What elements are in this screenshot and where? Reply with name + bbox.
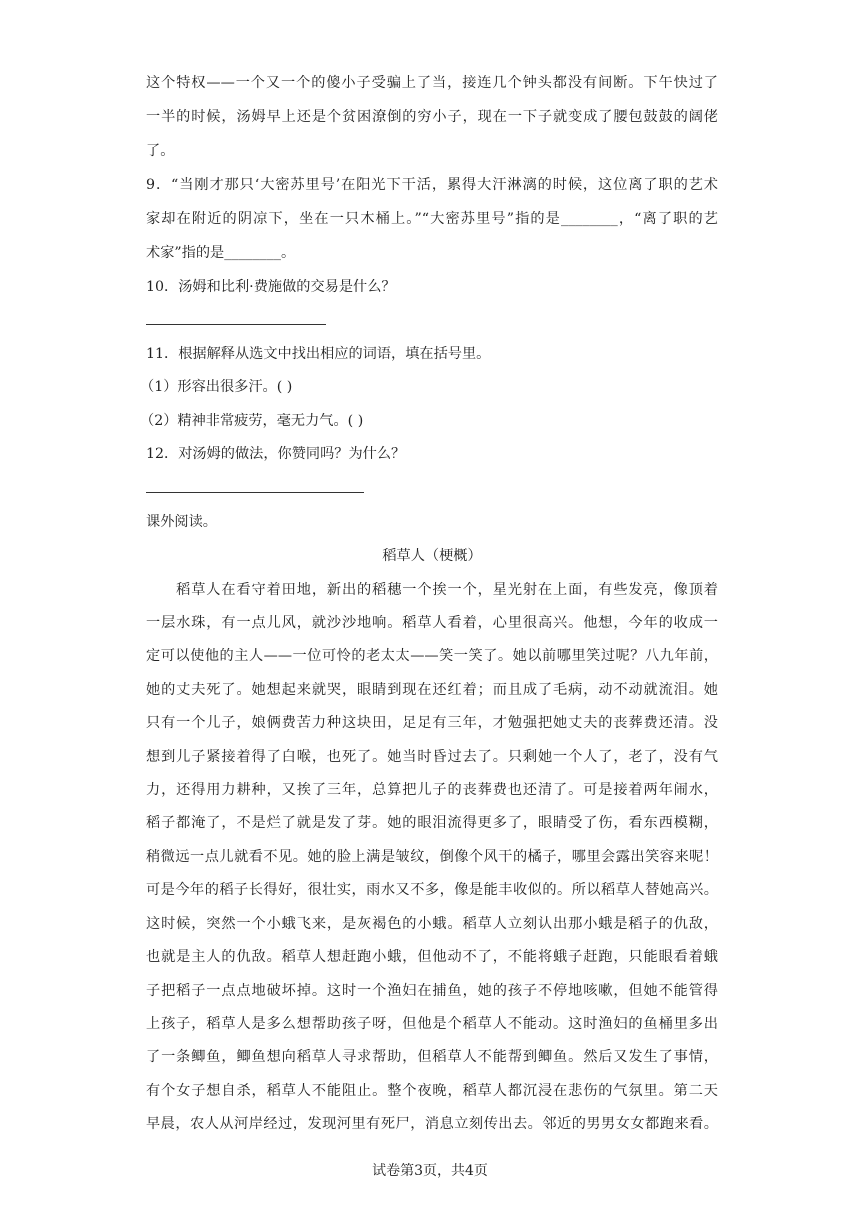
- article-line: 这时候，突然一个小蛾飞来，是灰褐色的小蛾。稻草人立刻认出那小蛾是稻子的仇敌，: [146, 916, 718, 932]
- question-12: 12．对汤姆的做法，你赞同吗？为什么？: [146, 446, 406, 462]
- article-line: 力，还得用力耕种，又挨了三年，总算把儿子的丧葬费也还清了。可是接着两年闹水，: [146, 782, 718, 798]
- article-line: 稍微远一点儿就看不见。她的脸上满是皱纹，倒像个风干的橘子，哪里会露出笑容来呢！: [146, 849, 718, 865]
- article-line: 上孩子，稻草人是多么想帮助孩子呀，但他是个稻草人不能动。这时渔妇的鱼桶里多出: [146, 1016, 718, 1032]
- question-11-item-2: （2）精神非常疲劳，毫无力气。( ): [140, 413, 364, 429]
- question-9: 9．“当刚才那只‘大密苏里号’在阳光下干活，累得大汗淋漓的时候，这位离了职的艺术: [146, 177, 718, 193]
- article-line: 稻草人在看守着田地，新出的稻穗一个挨一个，星光射在上面，有些发亮，像顶着: [146, 582, 718, 598]
- article-line: 子把稻子一点点地破坏掉。这时一个渔妇在捕鱼，她的孩子不停地咳嗽，但她不能管得: [146, 983, 718, 999]
- article-line: 定可以使他的主人——一位可怜的老太太——笑一笑了。她以前哪里笑过呢？八九年前，: [146, 648, 718, 664]
- article-line: 稻子都淹了，不是烂了就是发了芽。她的眼泪流得更多了，眼睛受了伤，看东西模糊，: [146, 815, 718, 831]
- question-9-line: 术家”指的是________。: [146, 245, 296, 261]
- section-label: 课外阅读。: [146, 514, 217, 530]
- article-line: 可是今年的稻子长得好，很壮实，雨水又不多，像是能丰收似的。所以稻草人替她高兴。: [146, 882, 718, 898]
- passage-line: 了。: [146, 143, 175, 159]
- article-line: 有个女子想自杀，稻草人不能阻止。整个夜晚，稻草人都沉浸在悲伤的气氛里。第二天: [146, 1083, 718, 1099]
- article-line: 她的丈夫死了。她想起来就哭，眼睛到现在还红着；而且成了毛病，动不动就流泪。她: [146, 682, 718, 698]
- article-line: 只有一个儿子，娘俩费苦力种这块田，足足有三年，才勉强把她丈夫的丧葬费还清。没: [146, 715, 718, 731]
- passage-line: 一半的时候，汤姆早上还是个贫困潦倒的穷小子，现在一下子就变成了腰包鼓鼓的阔佬: [146, 109, 718, 125]
- question-11-item-1: （1）形容出很多汗。( ): [140, 379, 293, 395]
- answer-line-10[interactable]: [146, 324, 326, 325]
- answer-line-12[interactable]: [146, 492, 364, 493]
- article-title: 稻草人（梗概）: [382, 548, 482, 564]
- article-line: 了一条鲫鱼，鲫鱼想向稻草人寻求帮助，但稻草人不能帮到鲫鱼。然后又发生了事情，: [146, 1049, 718, 1065]
- article-line: 也就是主人的仇敌。稻草人想赶跑小蛾，但他动不了，不能将蛾子赶跑，只能眼看着蛾: [146, 949, 718, 965]
- article-line: 早晨，农人从河岸经过，发现河里有死尸，消息立刻传出去。邻近的男男女女都跑来看。: [146, 1116, 718, 1132]
- article-line: 一层水珠，有一点儿风，就沙沙地响。稻草人看着，心里很高兴。他想，今年的收成一: [146, 615, 718, 631]
- question-9-line: 家却在附近的阴凉下，坐在一只木桶上。”“大密苏里号”指的是________，“离了职的艺: [146, 211, 718, 227]
- article-line: 想到儿子紧接着得了白喉，也死了。她当时昏过去了。只剩她一个人了，老了，没有气: [146, 749, 718, 765]
- question-10: 10．汤姆和比利·费施做的交易是什么？: [146, 279, 396, 295]
- page-footer: 试卷第3页，共4页: [372, 1163, 488, 1179]
- question-11: 11．根据解释从选文中找出相应的词语，填在括号里。: [146, 346, 491, 362]
- passage-line: 这个特权——一个又一个的傻小子受骗上了当，接连几个钟头都没有间断。下午快过了: [146, 75, 718, 91]
